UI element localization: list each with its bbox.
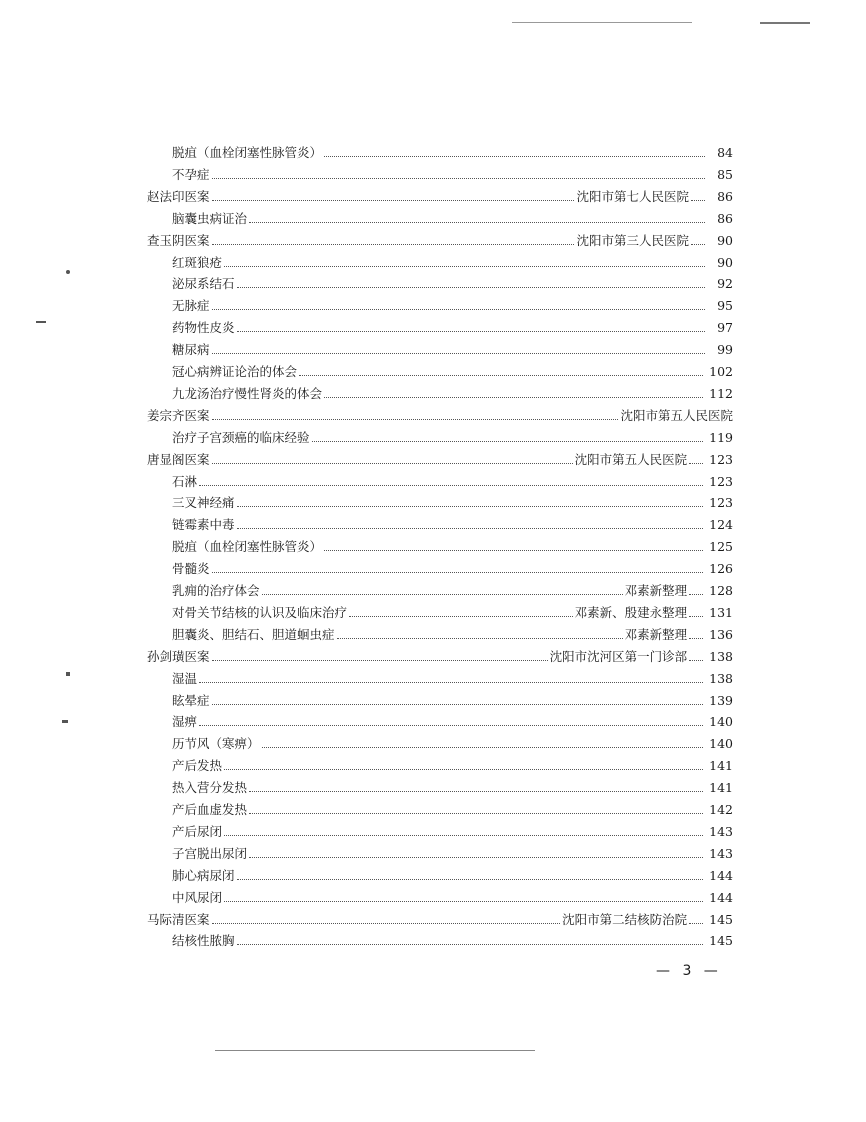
toc-entry-title: 产后尿闭	[172, 823, 223, 839]
dot-leader	[691, 230, 705, 245]
toc-topic-entry[interactable]	[172, 208, 733, 228]
toc-topic-entry[interactable]	[172, 558, 733, 578]
toc-entry-page: 99	[717, 342, 733, 358]
toc-topic-entry[interactable]	[172, 295, 733, 315]
toc-entry-title: 查玉阴医案	[147, 232, 210, 248]
toc-entry-source: 沈阳市第三人民医院	[576, 232, 689, 248]
toc-entry-title: 骨髓炎	[172, 561, 210, 577]
toc-entry-source: 沈阳市第二结核防治院	[562, 911, 688, 927]
toc-entry-title: 赵法印医案	[147, 188, 210, 204]
dot-leader	[224, 755, 703, 770]
toc-entry-page: 141	[709, 780, 733, 796]
toc-entry-page: 138	[709, 670, 733, 686]
dot-leader	[324, 142, 705, 157]
toc-topic-entry[interactable]	[172, 865, 733, 885]
dot-leader	[212, 405, 619, 420]
toc-entry-page: 90	[717, 232, 733, 248]
toc-author-entry[interactable]	[147, 230, 733, 250]
toc-topic-entry[interactable]	[172, 733, 733, 753]
toc-entry-source: 沈阳市第七人民医院	[576, 188, 689, 204]
dot-leader	[212, 690, 704, 705]
toc-entry-page: 95	[717, 298, 733, 314]
toc-topic-entry[interactable]	[172, 887, 733, 907]
toc-entry-title: 湿痹	[172, 714, 198, 730]
toc-topic-entry[interactable]	[172, 492, 733, 512]
toc-entry-title: 姜宗齐医案	[147, 407, 210, 423]
dot-leader	[212, 186, 575, 201]
toc-entry-title: 马际清医案	[147, 911, 210, 927]
toc-entry-title: 冠心病辨证论治的体会	[172, 364, 298, 379]
toc-entry-source: 沈阳市第五人民医院	[620, 407, 733, 423]
dot-leader	[324, 536, 703, 551]
toc-entry-source: 沈阳市沈河区第一门诊部	[549, 648, 688, 664]
toc-entry-page: 123	[709, 473, 733, 489]
toc-entry-title: 产后血虚发热	[172, 802, 248, 817]
toc-entry-title: 肺心病尿闭	[172, 867, 235, 883]
toc-entry-page: 125	[709, 539, 733, 555]
toc-topic-entry[interactable]	[172, 471, 733, 491]
toc-entry-title: 三叉神经痛	[172, 495, 235, 511]
scan-line	[760, 22, 810, 24]
toc-entry-title: 湿温	[172, 670, 198, 686]
toc-entry-title: 石淋	[172, 473, 198, 489]
toc-entry-title: 九龙汤治疗慢性肾炎的体会	[172, 385, 323, 401]
toc-entry-title: 脱疽（血栓闭塞性脉管炎）	[172, 145, 323, 160]
toc-entry-page: 139	[709, 692, 733, 708]
dot-leader	[249, 777, 703, 792]
toc-entry-page: 119	[709, 429, 733, 445]
dot-leader	[349, 602, 573, 617]
dot-leader	[249, 208, 705, 223]
toc-entry-page: 138	[709, 648, 733, 664]
toc-topic-entry[interactable]	[172, 624, 733, 644]
toc-entry-title: 脱疽（血栓闭塞性脉管炎）	[172, 539, 323, 555]
toc-topic-entry[interactable]	[172, 843, 733, 863]
dot-leader	[299, 361, 703, 376]
dot-leader	[237, 514, 704, 529]
toc-topic-entry[interactable]	[172, 383, 733, 403]
dot-leader	[249, 799, 703, 814]
dot-leader	[689, 646, 703, 661]
toc-entry-page: 112	[709, 385, 733, 401]
dot-leader	[224, 252, 705, 267]
dot-leader	[249, 843, 703, 858]
toc-entry-title: 无脉症	[172, 298, 210, 314]
toc-entry-title: 链霉素中毒	[172, 517, 235, 533]
toc-entry-title: 治疗子宫颈癌的临床经验	[172, 429, 310, 445]
toc-topic-entry[interactable]	[172, 580, 733, 600]
dot-leader	[212, 230, 575, 245]
dot-leader	[689, 602, 703, 617]
dot-leader	[262, 580, 623, 595]
toc-author-entry[interactable]	[147, 186, 733, 206]
dot-leader	[312, 427, 704, 442]
toc-author-entry[interactable]	[147, 646, 733, 666]
toc-topic-entry[interactable]	[172, 777, 733, 797]
toc-entry-source: 邓素新整理	[624, 583, 688, 598]
dot-leader	[237, 273, 705, 288]
toc-topic-entry[interactable]	[172, 690, 733, 710]
toc-entry-page: 86	[717, 188, 733, 204]
toc-entry-title: 结核性脓胸	[172, 933, 235, 949]
dot-leader	[237, 865, 704, 880]
toc-entry-title: 红斑狼疮	[172, 254, 223, 270]
toc-author-entry[interactable]	[147, 449, 733, 469]
scan-speck	[36, 321, 46, 323]
toc-entry-page: 90	[717, 254, 733, 270]
toc-entry-page: 126	[709, 561, 733, 577]
dot-leader	[237, 930, 704, 945]
toc-entry-title: 中风尿闭	[172, 889, 223, 905]
dot-leader	[212, 449, 573, 464]
dot-leader	[199, 711, 703, 726]
dot-leader	[224, 887, 703, 902]
dot-leader	[212, 295, 705, 310]
toc-entry-page: 145	[709, 933, 733, 949]
toc-entry-page: 141	[709, 758, 733, 774]
dot-leader	[212, 646, 548, 661]
toc-entry-page: 123	[709, 495, 733, 511]
toc-topic-entry[interactable]	[172, 273, 733, 293]
toc-entry-page: 84	[717, 145, 733, 160]
dot-leader	[212, 339, 705, 354]
dot-leader	[689, 580, 703, 595]
toc-topic-entry[interactable]	[172, 514, 733, 534]
toc-topic-entry[interactable]	[172, 602, 733, 622]
dot-leader	[689, 624, 703, 639]
dot-leader	[199, 471, 703, 486]
toc-entry-page: 131	[709, 604, 733, 620]
dot-leader	[237, 317, 705, 332]
dot-leader	[237, 492, 704, 507]
toc-topic-entry[interactable]	[172, 339, 733, 359]
dot-leader	[262, 733, 704, 748]
toc-entry-title: 胆囊炎、胆结石、胆道蛔虫症	[172, 626, 335, 642]
toc-entry-title: 产后发热	[172, 758, 223, 774]
toc-entry-page: 123	[709, 451, 733, 467]
scan-line	[215, 1050, 535, 1051]
toc-entry-page: 144	[709, 867, 733, 883]
toc-topic-entry[interactable]	[172, 668, 733, 688]
toc-topic-entry[interactable]	[172, 361, 733, 381]
toc-topic-entry[interactable]	[172, 711, 733, 731]
scan-speck	[66, 270, 70, 274]
toc-topic-entry[interactable]	[172, 536, 733, 556]
toc-entry-page: 145	[709, 911, 733, 927]
toc-topic-entry[interactable]	[172, 930, 733, 950]
toc-entry-page: 140	[709, 714, 733, 730]
toc-topic-entry[interactable]	[172, 821, 733, 841]
toc-entry-title: 脑囊虫病证治	[172, 210, 248, 226]
toc-entry-title: 历节风（寒痹）	[172, 736, 260, 752]
toc-entry-source: 邓素新、殷建永整理	[574, 604, 688, 620]
toc-entry-title: 对骨关节结核的认识及临床治疗	[172, 604, 348, 620]
page-number: — 3 —	[656, 963, 722, 979]
toc-entry-page: 124	[709, 517, 733, 533]
toc-entry-page: 97	[717, 320, 733, 336]
dot-leader	[689, 449, 703, 464]
toc-entry-page: 128	[709, 583, 733, 598]
toc-author-entry[interactable]	[147, 405, 733, 425]
toc-topic-entry[interactable]	[172, 427, 733, 447]
toc-topic-entry[interactable]	[172, 799, 733, 819]
dot-leader	[212, 558, 704, 573]
dot-leader	[199, 668, 703, 683]
toc-author-entry[interactable]	[147, 909, 733, 929]
toc-entry-title: 糖尿病	[172, 342, 210, 358]
toc-entry-page: 102	[709, 364, 733, 379]
toc-entry-page: 92	[717, 276, 733, 292]
toc-entry-title: 眩晕症	[172, 692, 210, 708]
dot-leader	[212, 164, 705, 179]
scan-speck	[66, 672, 70, 676]
toc-entry-page: 144	[709, 889, 733, 905]
toc-topic-entry[interactable]	[172, 164, 733, 184]
toc-entry-title: 不孕症	[172, 166, 210, 182]
dot-leader	[224, 821, 703, 836]
scan-speck	[62, 720, 68, 723]
dot-leader	[691, 186, 705, 201]
toc-entry-title: 泌尿系结石	[172, 276, 235, 292]
toc-entry-title: 药物性皮炎	[172, 320, 235, 336]
toc-entry-title: 孙剑璜医案	[147, 648, 210, 664]
toc-entry-page: 140	[709, 736, 733, 752]
toc-entry-page: 85	[717, 166, 733, 182]
toc-topic-entry[interactable]	[172, 317, 733, 337]
toc-entry-page: 136	[709, 626, 733, 642]
dot-leader	[324, 383, 703, 398]
toc-topic-entry[interactable]	[172, 142, 733, 162]
toc-entry-page: 142	[709, 802, 733, 817]
toc-entry-source: 沈阳市第五人民医院	[574, 451, 688, 467]
toc-topic-entry[interactable]	[172, 252, 733, 272]
toc-entry-title: 唐显阁医案	[147, 451, 210, 467]
toc-entry-source: 邓素新整理	[624, 626, 688, 642]
toc-entry-title: 子宫脱出尿闭	[172, 845, 248, 861]
toc-topic-entry[interactable]	[172, 755, 733, 775]
toc-entry-page: 143	[709, 823, 733, 839]
toc-entry-title: 热入营分发热	[172, 780, 248, 796]
dot-leader	[689, 909, 703, 924]
dot-leader	[212, 909, 561, 924]
toc-entry-page: 86	[717, 210, 733, 226]
toc-entry-page: 143	[709, 845, 733, 861]
toc-entry-title: 乳痈的治疗体会	[172, 583, 260, 598]
scan-line	[512, 22, 692, 23]
dot-leader	[337, 624, 623, 639]
